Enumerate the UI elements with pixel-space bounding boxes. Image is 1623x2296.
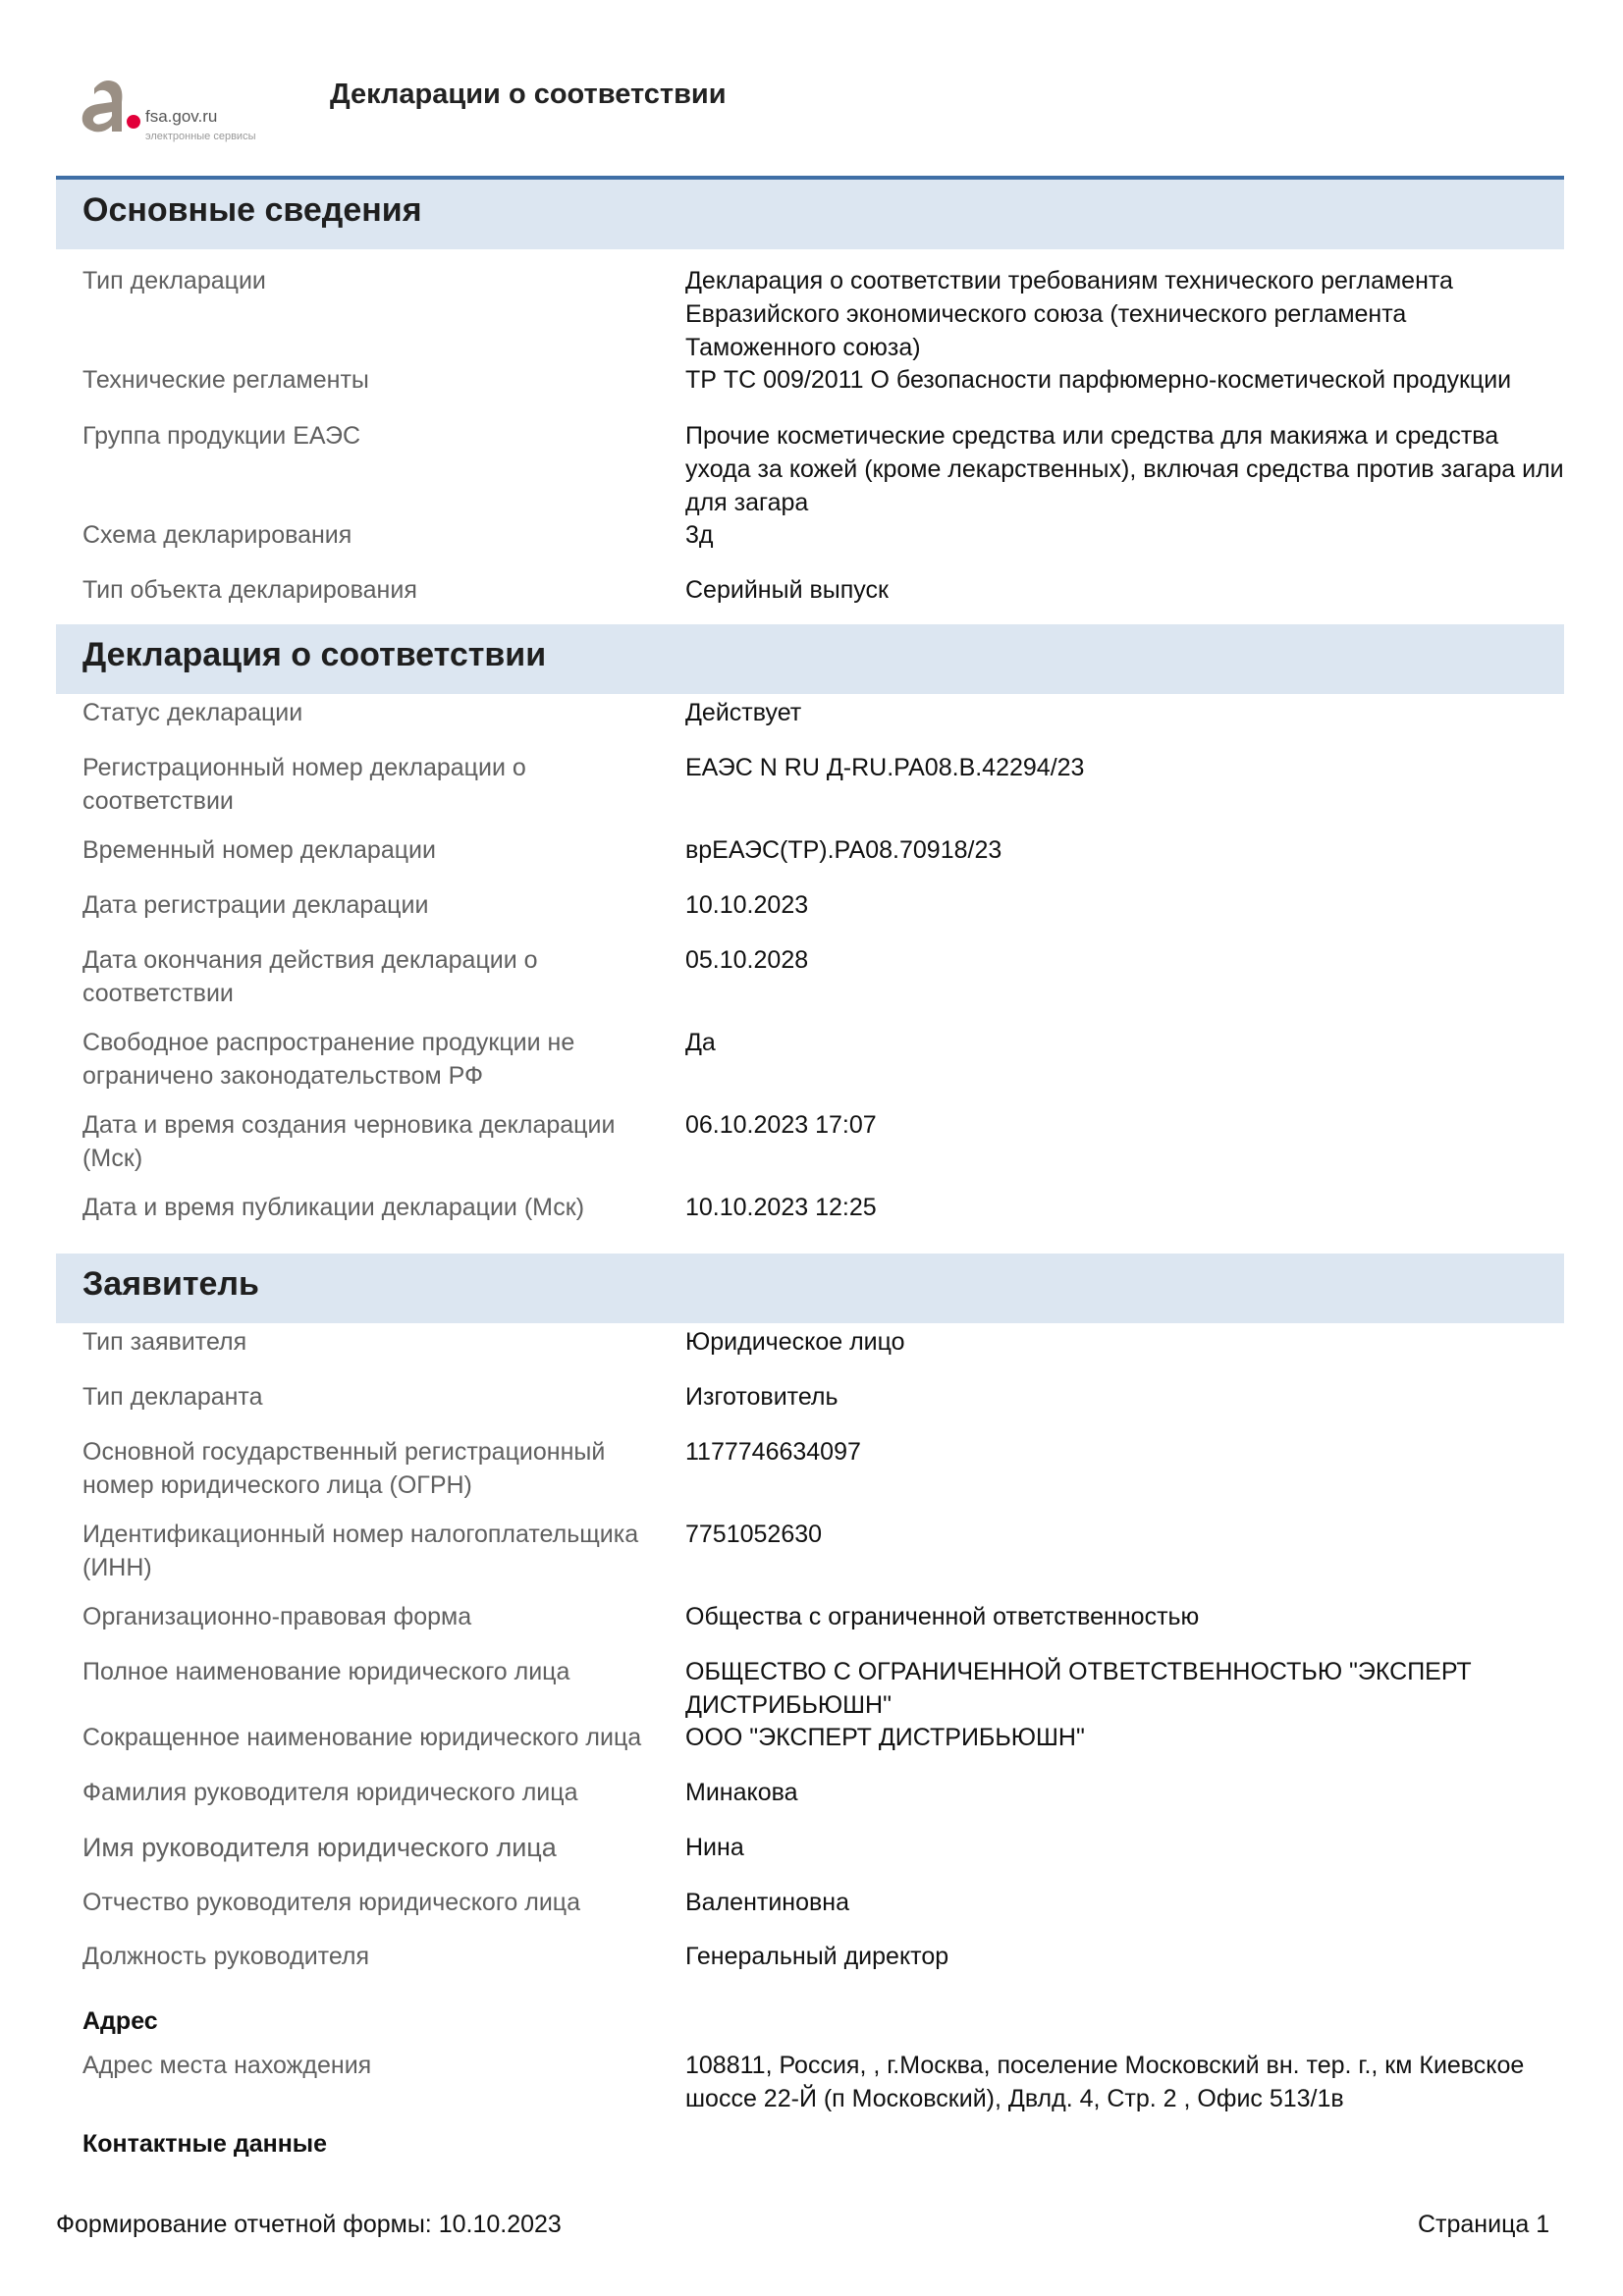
- field-value: 1177746634097: [685, 1438, 861, 1466]
- page-header: [0, 0, 1623, 177]
- field-value: Генеральный директор: [685, 1943, 949, 1970]
- field-value: Нина: [685, 1834, 744, 1861]
- address-heading: Адрес: [82, 2007, 158, 2035]
- field-value: 10.10.2023 12:25: [685, 1194, 877, 1221]
- field-label: Имя руководителя юридического лица: [82, 1833, 557, 1862]
- field-value: Прочие косметические средства или средства для макияжа и средства ухода за кожей (кроме лекарственных), включая средства против загара или для загара: [685, 422, 1564, 516]
- field-label: Технические регламенты: [82, 366, 369, 394]
- field-label: Отчество руководителя юридического лица: [82, 1889, 581, 1916]
- field-value: 108811, Россия, , г.Москва, поселение Московский вн. тер. г., км Киевское шоссе 22-Й (п Московский), Двлд. 4, Стр. 2 , Офис 513/1в: [685, 2052, 1525, 2112]
- field-value: Валентиновна: [685, 1889, 849, 1916]
- field-value: ЕАЭС N RU Д-RU.РА08.В.42294/23: [685, 754, 1085, 781]
- field-value: ТР ТС 009/2011 О безопасности парфюмерно-косметической продукции: [685, 366, 1512, 394]
- field-label: Тип объекта декларирования: [82, 576, 417, 604]
- field-label: Основной государственный регистрационный номер юридического лица (ОГРН): [82, 1438, 606, 1499]
- section-title: Заявитель: [82, 1265, 259, 1303]
- field-value: Да: [685, 1029, 716, 1056]
- field-label: Временный номер декларации: [82, 836, 436, 864]
- field-label: Идентификационный номер налогоплательщика (ИНН): [82, 1521, 639, 1581]
- field-label: Сокращенное наименование юридического лица: [82, 1724, 642, 1751]
- field-value: 05.10.2028: [685, 946, 809, 974]
- field-value: Декларация о соответствии требованиям технического регламента Евразийского экономического союза (технического регламента Таможенного союза): [685, 267, 1453, 361]
- field-label: Тип декларанта: [82, 1383, 263, 1411]
- footer-generated-date: Формирование отчетной формы: 10.10.2023: [56, 2211, 562, 2238]
- field-label: Регистрационный номер декларации о соответствии: [82, 754, 526, 815]
- field-label: Тип декларации: [82, 267, 266, 294]
- section-basic-header: [56, 180, 1564, 249]
- section-applicant-header: [56, 1254, 1564, 1323]
- field-label: Должность руководителя: [82, 1943, 370, 1970]
- field-value: Действует: [685, 699, 802, 726]
- page-title: Декларации о соответствии: [330, 79, 727, 110]
- field-value: Изготовитель: [685, 1383, 839, 1411]
- section-title: Основные сведения: [82, 191, 422, 229]
- field-label: Дата и время создания черновика декларации (Мск): [82, 1111, 616, 1172]
- field-value: 10.10.2023: [685, 891, 809, 919]
- page-number: Страница 1: [1418, 2211, 1550, 2238]
- section-title: Декларация о соответствии: [82, 636, 547, 673]
- fsa-logo: [75, 71, 271, 149]
- field-label: Дата окончания действия декларации о соответствии: [82, 946, 538, 1007]
- field-value: 06.10.2023 17:07: [685, 1111, 877, 1139]
- field-label: Тип заявителя: [82, 1328, 247, 1356]
- field-value: ОБЩЕСТВО С ОГРАНИЧЕННОЙ ОТВЕТСТВЕННОСТЬЮ "ЭКСПЕРТ ДИСТРИБЬЮШН": [685, 1658, 1472, 1719]
- field-label: Фамилия руководителя юридического лица: [82, 1779, 578, 1806]
- section-declaration-header: [56, 624, 1564, 694]
- field-value: 3д: [685, 521, 714, 549]
- field-value: Юридическое лицо: [685, 1328, 905, 1356]
- field-value: ООО "ЭКСПЕРТ ДИСТРИБЬЮШН": [685, 1724, 1085, 1751]
- field-value: Серийный выпуск: [685, 576, 889, 604]
- field-label: Группа продукции ЕАЭС: [82, 422, 361, 450]
- field-label: Дата и время публикации декларации (Мск): [82, 1194, 585, 1221]
- field-label: Схема декларирования: [82, 521, 352, 549]
- field-value: врЕАЭС(ТР).РА08.70918/23: [685, 836, 1002, 864]
- field-value: 7751052630: [685, 1521, 823, 1548]
- field-label: Адрес места нахождения: [82, 2052, 372, 2079]
- field-label: Свободное распространение продукции не ограничено законодательством РФ: [82, 1029, 575, 1090]
- field-value: Минакова: [685, 1779, 798, 1806]
- svg-text:электронные сервисы: электронные сервисы: [145, 131, 256, 142]
- svg-text:fsa.gov.ru: fsa.gov.ru: [145, 107, 218, 126]
- field-value: Общества с ограниченной ответственностью: [685, 1603, 1200, 1630]
- field-label: Организационно-правовая форма: [82, 1603, 472, 1630]
- field-label: Полное наименование юридического лица: [82, 1658, 570, 1685]
- field-label: Статус декларации: [82, 699, 303, 726]
- contacts-heading: Контактные данные: [82, 2130, 328, 2158]
- field-label: Дата регистрации декларации: [82, 891, 429, 919]
